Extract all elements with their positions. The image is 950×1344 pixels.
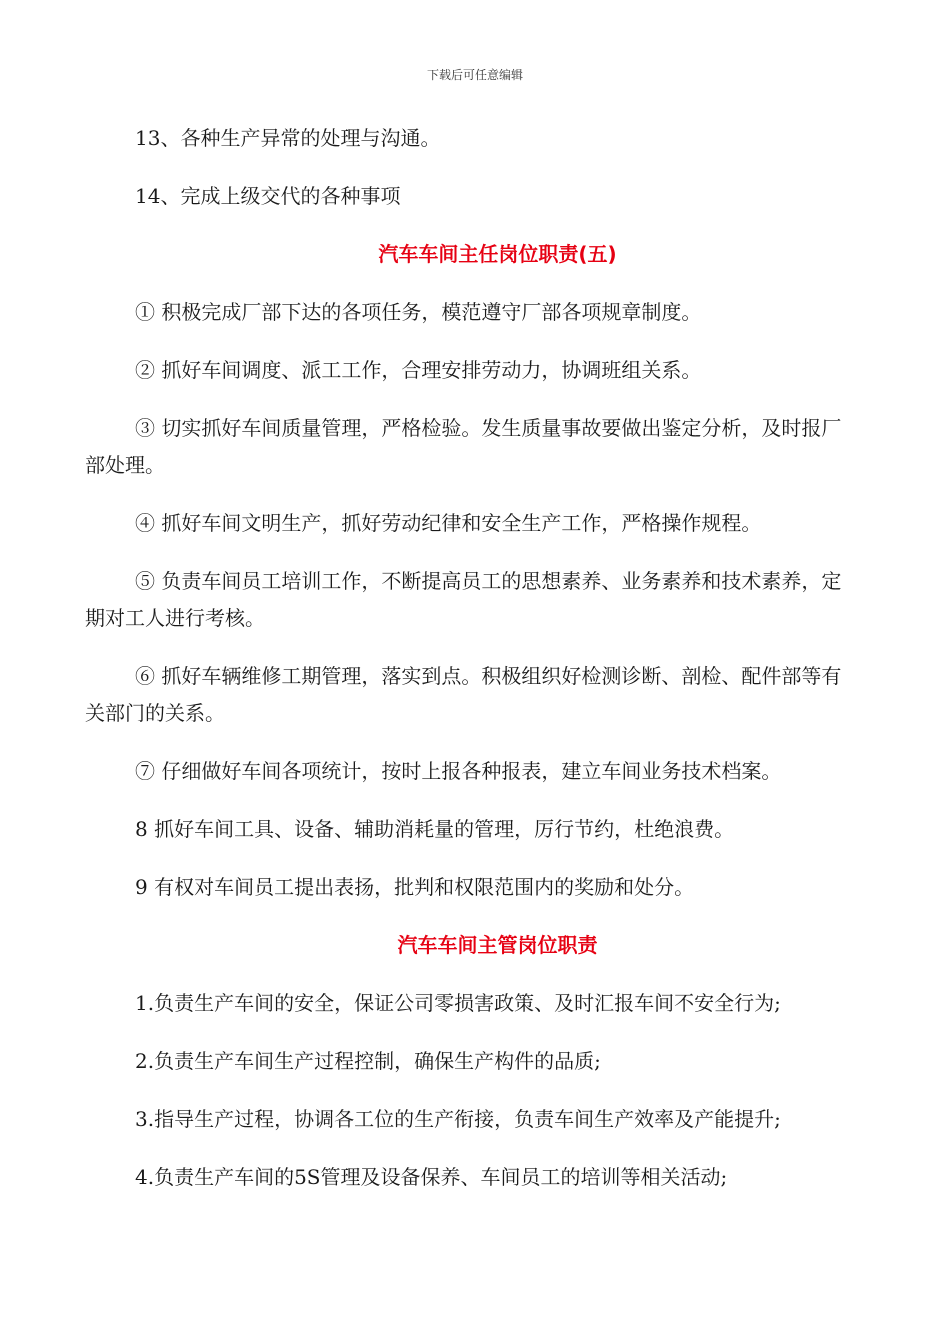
list-item: 8 抓好车间工具、设备、辅助消耗量的管理，厉行节约，杜绝浪费。: [135, 817, 735, 841]
list-item: 1.负责生产车间的安全，保证公司零损害政策、及时汇报车间不安全行为;: [135, 991, 781, 1015]
list-item: 3.指导生产过程，协调各工位的生产衔接，负责车间生产效率及产能提升;: [135, 1107, 781, 1131]
page-header-note: 下载后可任意编辑: [426, 68, 523, 82]
list-item: ① 积极完成厂部下达的各项任务，模范遵守厂部各项规章制度。: [135, 300, 702, 324]
list-item: ③ 切实抓好车间质量管理，严格检验。发生质量事故要做出鉴定分析，及时报厂部处理。: [85, 416, 842, 477]
section-title: 汽车车间主管岗位职责: [397, 933, 598, 957]
list-item: ⑥ 抓好车辆维修工期管理，落实到点。积极组织好检测诊断、剖检、配件部等有关部门的关系。: [85, 664, 842, 725]
list-item: ⑤ 负责车间员工培训工作，不断提高员工的思想素养、业务素养和技术素养，定期对工人进行考核。: [85, 569, 842, 630]
list-item: 4.负责生产车间的5S管理及设备保养、车间员工的培训等相关活动;: [135, 1165, 728, 1189]
list-item: ⑦ 仔细做好车间各项统计，按时上报各种报表，建立车间业务技术档案。: [135, 759, 782, 783]
list-item: 2.负责生产车间生产过程控制，确保生产构件的品质;: [135, 1049, 601, 1073]
list-item: 13、各种生产异常的处理与沟通。: [135, 126, 441, 150]
list-item: ④ 抓好车间文明生产，抓好劳动纪律和安全生产工作，严格操作规程。: [135, 511, 762, 535]
list-item: 9 有权对车间员工提出表扬，批判和权限范围内的奖励和处分。: [135, 875, 695, 899]
list-item: 14、完成上级交代的各种事项: [135, 184, 401, 208]
list-item: ② 抓好车间调度、派工工作，合理安排劳动力，协调班组关系。: [135, 358, 702, 382]
document-body: [85, 120, 860, 1217]
section-title: 汽车车间主任岗位职责(五): [378, 242, 617, 266]
